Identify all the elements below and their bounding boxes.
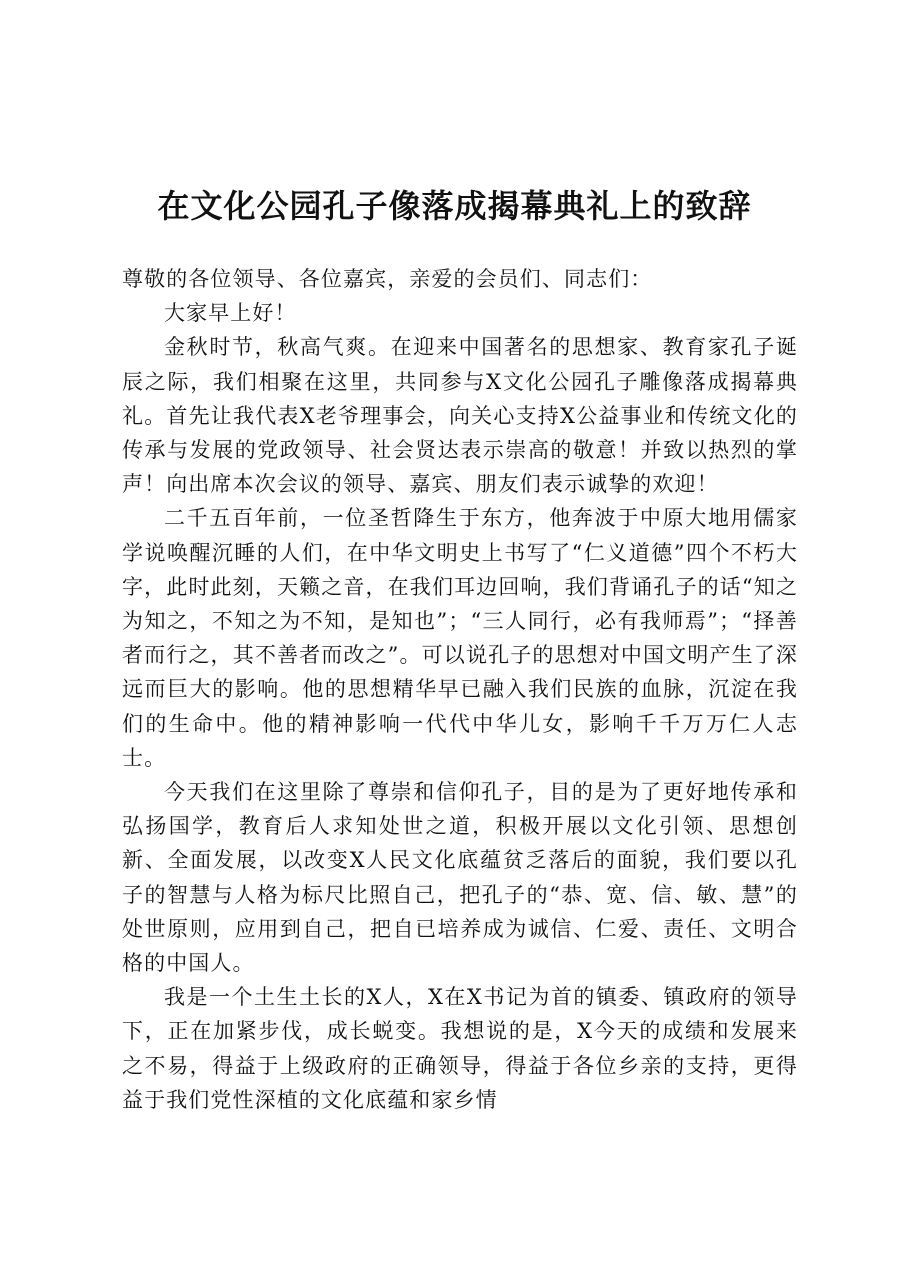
hometown-paragraph: 我是一个土生土长的X人，X在X书记为首的镇委、镇政府的领导下，正在加紧步伐，成长蜕变。我想说的是，X今天的成绩和发展来之不易，得益于上级政府的正确领导，得益于各位乡亲的支持，更得益于我们党性深植的文化底蕴和家乡情 <box>122 985 798 1112</box>
greeting-paragraph: 大家早上好！ <box>164 301 297 326</box>
salutation: 尊敬的各位领导、各位嘉宾，亲爱的会员们、同志们： <box>122 267 653 291</box>
opening-paragraph: 金秋时节，秋高气爽。在迎来中国著名的思想家、教育家孔子诞辰之际，我们相聚在这里，共同参与X文化公园孔子雕像落成揭幕典礼。首先让我代表X老爷理事会，向关心支持X公益事业和传统文化的传承与发展的党政领导、社会贤达表示崇高的敬意！并致以热烈的掌声！向出席本次会议的领导、嘉宾、朋友们表示诚挚的欢迎！ <box>122 335 798 497</box>
document-title: 在文化公园孔子像落成揭幕典礼上的致辞 <box>157 187 752 225</box>
confucius-history-paragraph: 二千五百年前，一位圣哲降生于东方，他奔波于中原大地用儒家学说唤醒沉睡的人们，在中华文明史上书写了“仁义道德”四个不朽大字，此时此刻，天籁之音，在我们耳边回响，我们背诵孔子的话“知之为知之，不知之为不知，是知也”；“三人同行，必有我师焉”；“择善者而行之，其不善者而改之”。可以说孔子的思想对中国文明产生了深远而巨大的影响。他的思想精华早已融入我们民族的血脉，沉淀在我们的生命中。他的精神影响一代代中华儿女，影响千千万万仁人志士。 <box>122 506 798 770</box>
document-body <box>122 262 798 1117</box>
purpose-paragraph: 今天我们在这里除了尊崇和信仰孔子，目的是为了更好地传承和弘扬国学，教育后人求知处世之道，积极开展以文化引领、思想创新、全面发展，以改变X人民文化底蕴贫乏落后的面貌，我们要以孔子的智慧与人格为标尺比照自己，把孔子的“恭、宽、信、敏、慧”的处世原则，应用到自己，把自已培养成为诚信、仁爱、责任、文明合格的中国人。 <box>122 780 798 976</box>
